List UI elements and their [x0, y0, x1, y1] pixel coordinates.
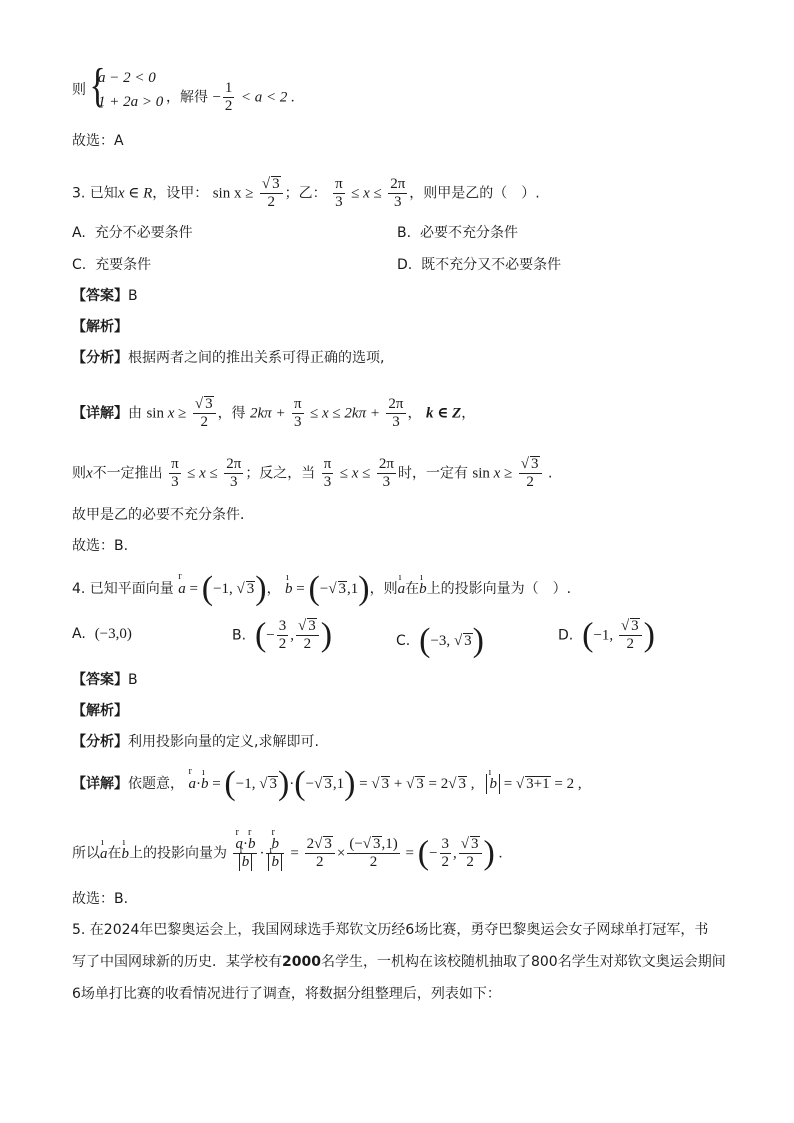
q3-stem-c: ；乙： — [284, 185, 327, 202]
q4-fenxi: 【分析】利用投影向量的定义,求解即可. — [72, 734, 319, 750]
prev-solve-line: ，解得 − $\frac{1}{2}$ < a < 2 . — [166, 80, 295, 114]
prev-answer: 故选：A — [72, 133, 124, 149]
q3-stem-b: ，设甲： — [152, 185, 209, 202]
q4-proj-frac-2: r b r b — [266, 836, 284, 871]
q4-detail: 【详解】依题意， r a·ı b = (−1, √ 3)·(−√ 3,1) = √ 3 + √ 3 = 2√ 3 , ı b = √ 3+1 = 2 , — [72, 767, 582, 801]
q3-answer: 【答案】B — [72, 288, 138, 304]
q4-projection: 所以ı a在ı b上的投影向量为 r a·r b r b · r b r b = $\frac{2√ 3}{2}$ × $\frac{(-√ 3,1)}{2}$ = (− $\frac{3}{2}$ , $\frac{√ 3}{2}$ ) . — [72, 836, 502, 871]
q3-option-c[interactable]: C. 充要条件 — [72, 257, 152, 273]
q4-option-b[interactable]: B. (− $\frac{3}{2}$ , $\frac{√ 3}{2}$ ) — [232, 616, 333, 654]
q5-line-3: 6场单打比赛的收看情况进行了调查，将数据分组整理后，列表如下： — [72, 986, 501, 1002]
q3-analysis-tag: 【解析】 — [72, 319, 128, 335]
q4-option-d[interactable]: D. (−1, $\frac{√ 3}{2}$ ) — [558, 616, 655, 654]
q3-x-in-r: x ∈ R — [117, 185, 153, 202]
q3-sinx-ge: sin x ≥ — [212, 185, 254, 202]
q4-answer: 【答案】B — [72, 672, 138, 688]
q3-fenxi: 【分析】根据两者之间的推出关系可得正确的选项, — [72, 350, 385, 366]
q3-option-b[interactable]: B. 必要不充分条件 — [397, 225, 518, 241]
q5-line-1: 5. 在2024年巴黎奥运会上，我国网球选手郑钦文历经6场比赛，勇夺巴黎奥运会女子网球单打冠军，书 — [72, 922, 709, 938]
q4-stem: 4. 已知平面向量 r a = (−1, √ 3)， ı b = (−√ 3,1)，则ı a在ı b上的投影向量为（ ）. — [72, 572, 571, 606]
q3-guxuan: 故选：B. — [72, 538, 129, 554]
system-line-1: a − 2 < 0 — [98, 70, 156, 86]
q3-reasoning: 则x不一定推出 $\frac{\pi}{3}$ ≤ x ≤ $\frac{2\pi}{3}$ ；反之，当 $\frac{\pi}{3}$ ≤ x ≤ $\frac{2\pi}{3}$ 时，一定有 sin x ≥ $\frac{√ 3}{2}$ . — [72, 456, 553, 490]
q5-line-2: 写了中国网球新的历史．某学校有2000名学生，一机构在该校随机抽取了800名学生对郑钦文奥运会期间 — [72, 954, 726, 970]
q3-stem — [72, 176, 540, 211]
q4-guxuan: 故选：B. — [72, 891, 129, 907]
q4-analysis-tag: 【解析】 — [72, 703, 128, 719]
q4-option-a[interactable]: A. (−3,0) — [72, 626, 132, 642]
q3-detail: 【详解】由 sin x ≥ $\frac{√ 3}{2}$ ，得 2kπ + $\frac{\pi}{3}$ ≤ x ≤ 2kπ + $\frac{2\pi}{3}$ ， k ∈ Z， — [72, 396, 476, 430]
q3-stem-a: 3. 已知 — [72, 185, 118, 202]
q3-le-x-le: ≤ x ≤ — [351, 185, 382, 202]
prev-ze: 则 — [72, 82, 86, 98]
prev-result: < a < 2 . — [240, 89, 295, 106]
q3-frac-sqrt3-2: $\frac{√ 3}{2}$ — [260, 176, 283, 211]
system-brace: { — [89, 59, 106, 112]
q3-frac-pi-3: $\frac{\pi}{3}$ — [335, 176, 343, 210]
q4-option-c[interactable]: C. (−3, √ 3) — [396, 622, 484, 659]
q4-proj-frac-1: r a·r b r b — [233, 836, 257, 871]
q3-conclusion: 故甲是乙的必要不充分条件． — [72, 507, 254, 523]
q3-detail-frac-sqrt3-2: $\frac{√ 3}{2}$ — [193, 396, 216, 431]
q3-option-a[interactable]: A. 充分不必要条件 — [72, 225, 193, 241]
q3-frac-2pi-3: $\frac{2\pi}{3}$ — [390, 176, 406, 210]
prev-jiede: ，解得 — [166, 89, 208, 106]
q3-option-d[interactable]: D. 既不充分又不必要条件 — [397, 257, 562, 273]
system-line-2: 1 + 2a > 0 — [98, 94, 164, 110]
q3-stem-d: ，则甲是乙的（ ）. — [409, 185, 540, 202]
prev-half: $\frac{1}{2}$ — [224, 80, 233, 114]
